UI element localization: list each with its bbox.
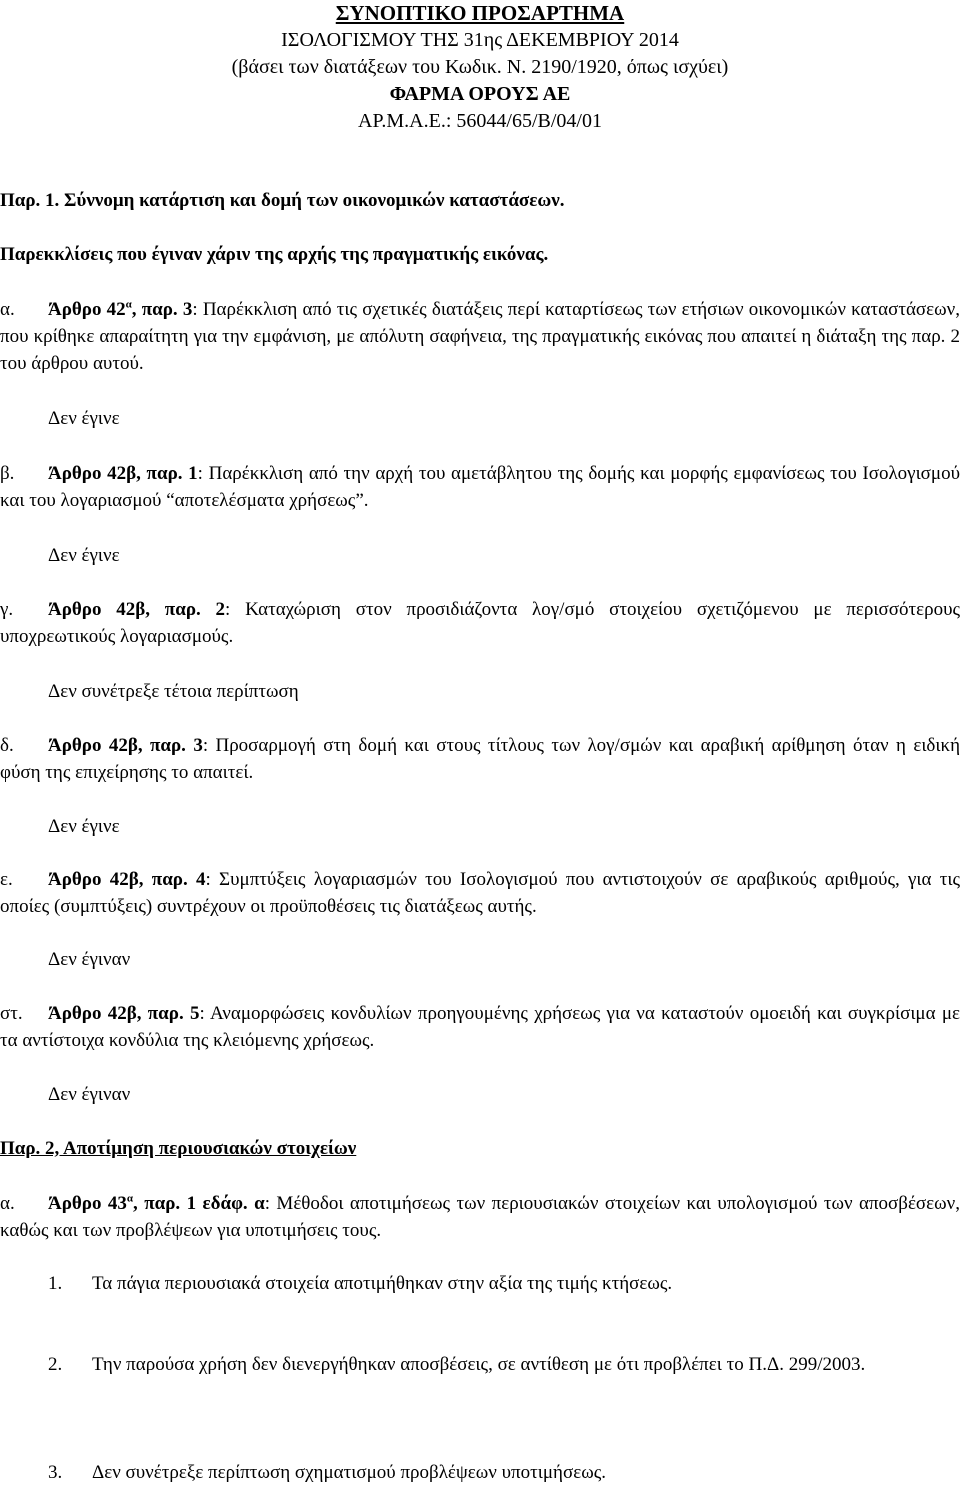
article-ref: Άρθρο 42β, παρ.	[48, 869, 188, 890]
paragraph-number: 1	[188, 463, 198, 484]
paragraph-number: 4	[196, 869, 206, 890]
item-c	[0, 596, 960, 650]
item-letter: δ.	[0, 735, 14, 756]
article-ref: Άρθρο $42^\alpha$, παρ.	[48, 298, 178, 320]
section1-subtitle: Παρεκκλίσεις που έγιναν χάριν της αρχής της πραγματικής εικόνας.	[0, 244, 549, 265]
paragraph-number: 2	[215, 599, 226, 620]
header-balance-sheet-date: ΙΣΟΛΟΓΙΣΜΟΥ ΤΗΣ 31ης ΔΕΚΕΜΒΡΙΟΥ 2014	[281, 29, 679, 51]
item-letter: γ.	[0, 599, 14, 620]
item-text: : Μέθοδοι αποτιμήσεως των περιουσιακών στοιχείων και υπολογισμού των αποσβέσεων, καθώς και των προβλέψεων για υποτιμήσεις τους.	[0, 1193, 960, 1241]
item-letter: α.	[0, 1193, 15, 1214]
section1-title: Παρ. 1. Σύννομη κατάρτιση και δομή των οικονομικών καταστάσεων.	[0, 190, 565, 211]
article-ref: Άρθρο $43^\alpha$, παρ. 1 εδάφ.	[48, 1192, 248, 1214]
item-letter: β.	[0, 463, 15, 484]
document-header	[0, 0, 960, 135]
item-e	[0, 866, 960, 920]
item-e-answer: Δεν έγιναν	[48, 949, 131, 970]
item-b-answer: Δεν έγινε	[48, 545, 120, 566]
item-d	[0, 732, 960, 786]
item-text: : Αναμορφώσεις κονδυλίων προηγουμένης χρήσεως για να καταστούν ομοειδή και συγκρίσιμα με τα αντίστοιχα κονδύλια της κλειόμενης χρήσεως.	[0, 1003, 960, 1051]
list-item: 3. Δεν συνέτρεξε περίπτωση σχηματισμού προβλέψεων υποτιμήσεως.	[48, 1462, 606, 1483]
item-letter: ε.	[0, 869, 13, 890]
item-letter: α.	[0, 299, 15, 320]
article-ref: Άρθρο 42β, παρ.	[48, 599, 201, 620]
section2-item-a	[0, 1190, 960, 1244]
item-text: : Προσαρμογή στη δομή και στους τίτλους των λογ/σμών και αραβική αρίθμηση όταν η ειδική φύση της επιχείρησης το απαιτεί.	[0, 735, 960, 783]
item-text: : Παρέκκλιση από την αρχή του αμετάβλητου της δομής και μορφής εμφανίσεως του Ισολογισμού και του λογαριασμού “αποτελέσματα χρήσεως”.	[0, 463, 960, 511]
item-b	[0, 460, 960, 514]
paragraph-number: 5	[189, 1003, 200, 1024]
list-item: 2. Την παρούσα χρήση δεν διενεργήθηκαν αποσβέσεις, σε αντίθεση με ότι προβλέπει το Π.Δ. 299/2003.	[48, 1354, 866, 1375]
item-st	[0, 1000, 960, 1054]
list-item: 1. Τα πάγια περιουσιακά στοιχεία αποτιμήθηκαν στην αξία της τιμής κτήσεως.	[48, 1273, 673, 1294]
item-letter: στ.	[0, 1003, 23, 1024]
item-text: : Καταχώριση στον προσιδιάζοντα λογ/σμό στοιχείου σχετιζόμενου με περισσότερους υποχρεωτικούς λογαριασμούς.	[0, 599, 960, 647]
item-a	[0, 296, 960, 377]
item-d-answer: Δεν έγινε	[48, 816, 120, 837]
paragraph-number: 3	[193, 735, 203, 756]
paragraph-letter: α	[254, 1193, 265, 1214]
item-text: : Συμπτύξεις λογαριασμών του Ισολογισμού που αντιστοιχούν σε αραβικούς αριθμούς, για τις οποίες (συμπτύξεις) συντρέχουν οι προϋποθέσεις τις διατάξεως αυτής.	[0, 869, 960, 917]
header-registry-number: ΑΡ.Μ.Α.Ε.: 56044/65/Β/04/01	[358, 110, 602, 132]
article-ref: Άρθρο 42β, παρ.	[48, 735, 186, 756]
item-c-answer: Δεν συνέτρεξε τέτοια περίπτωση	[48, 681, 299, 702]
item-a-answer: Δεν έγινε	[48, 408, 120, 429]
article-ref: Άρθρο 42β, παρ.	[48, 1003, 184, 1024]
header-title: ΣΥΝΟΠΤΙΚΟ ΠΡΟΣΑΡΤΗΜΑ	[335, 1, 625, 25]
article-ref: Άρθρο 42β, παρ.	[48, 463, 183, 484]
paragraph-number: 3	[182, 299, 193, 320]
item-st-answer: Δεν έγιναν	[48, 1084, 131, 1105]
header-company-name: ΦΑΡΜΑ ΟΡΟΥΣ ΑΕ	[389, 83, 571, 105]
header-law-reference: (βάσει των διατάξεων του Κωδικ. Ν. 2190/1920, όπως ισχύει)	[231, 56, 729, 78]
item-text: : Παρέκκλιση από τις σχετικές διατάξεις περί καταρτίσεως των ετήσιων οικονομικών καταστάσεων, που κρίθηκε απαραίτητη για την εμφάνιση, με απόλυτη σαφήνεια, της πραγματικής εικόνας που απαιτεί η διάταξη της παρ. 2 του άρθρου αυτού.	[0, 299, 960, 374]
section2-title: Παρ. 2, Αποτίμηση περιουσιακών στοιχείων	[0, 1138, 357, 1159]
